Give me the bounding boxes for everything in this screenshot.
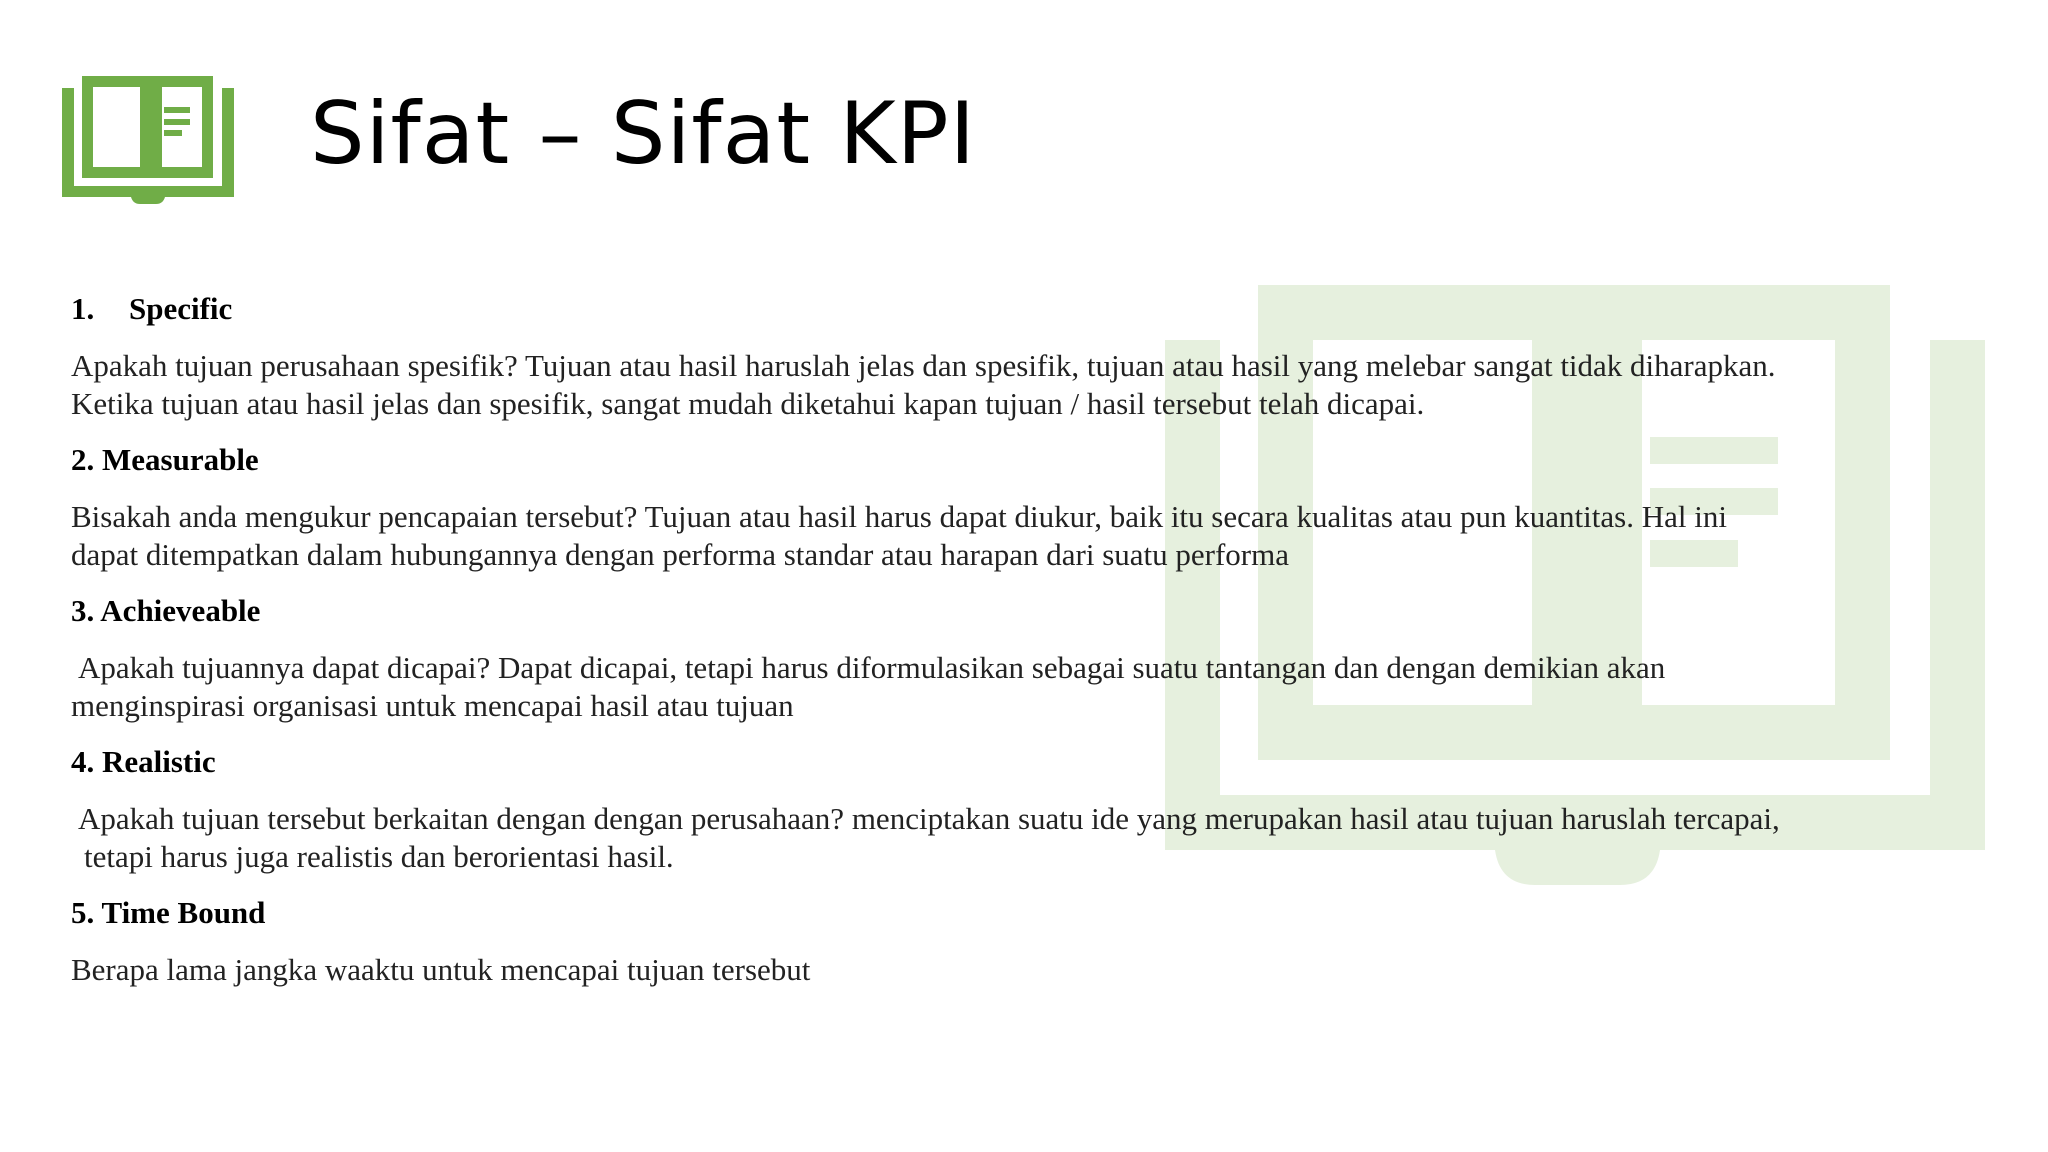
item-title: Time Bound: [101, 895, 266, 930]
item-description: [71, 347, 2001, 423]
item-description: [71, 498, 2001, 574]
description-line: Apakah tujuannya dapat dicapai? Dapat dicapai, tetapi harus diformulasikan sebagai suatu tantangan dan dengan demikian akan: [78, 650, 1666, 685]
item-number: 3.: [71, 593, 95, 628]
item-title: Measurable: [102, 442, 259, 477]
book-icon: [62, 76, 234, 204]
description-line: dapat ditempatkan dalam hubungannya dengan performa standar atau harapan dari suatu performa: [71, 537, 1289, 572]
item-heading: [71, 290, 2001, 328]
kpi-list: [71, 290, 2001, 1007]
list-item: [71, 290, 2001, 423]
item-number: 5.: [71, 895, 95, 930]
item-number: 4.: [71, 744, 95, 779]
description-line: menginspirasi organisasi untuk mencapai hasil atau tujuan: [71, 688, 794, 723]
item-number: 1.: [71, 291, 95, 326]
item-description: [71, 649, 2001, 725]
description-line: tetapi harus juga realistis dan berorientasi hasil.: [84, 839, 674, 874]
list-item: [71, 441, 2001, 574]
description-line: Bisakah anda mengukur pencapaian tersebut? Tujuan atau hasil harus dapat diukur, baik itu secara kualitas atau pun kuantitas. Hal ini: [71, 499, 1727, 534]
item-description: [71, 951, 2001, 989]
item-title: Realistic: [102, 744, 216, 779]
page-title: Sifat – Sifat KPI: [310, 84, 976, 184]
description-line: Ketika tujuan atau hasil jelas dan spesifik, sangat mudah diketahui kapan tujuan / hasil tersebut telah dicapai.: [71, 386, 1425, 421]
item-title: Specific: [129, 291, 233, 326]
description-line: Apakah tujuan perusahaan spesifik? Tujuan atau hasil haruslah jelas dan spesifik, tujuan atau hasil yang melebar sangat tidak diharapkan.: [71, 348, 1776, 383]
item-heading: [71, 441, 2001, 479]
item-number: 2.: [71, 442, 95, 477]
list-item: [71, 743, 2001, 876]
item-heading: [71, 743, 2001, 781]
list-item: [71, 592, 2001, 725]
item-heading: [71, 592, 2001, 630]
item-heading: [71, 894, 2001, 932]
item-title: Achieveable: [100, 593, 261, 628]
list-item: [71, 894, 2001, 989]
description-line: Apakah tujuan tersebut berkaitan dengan dengan perusahaan? menciptakan suatu ide yang merupakan hasil atau tujuan haruslah tercapai,: [78, 801, 1780, 836]
description-line: Berapa lama jangka waaktu untuk mencapai tujuan tersebut: [71, 952, 811, 987]
item-description: [71, 800, 2001, 876]
